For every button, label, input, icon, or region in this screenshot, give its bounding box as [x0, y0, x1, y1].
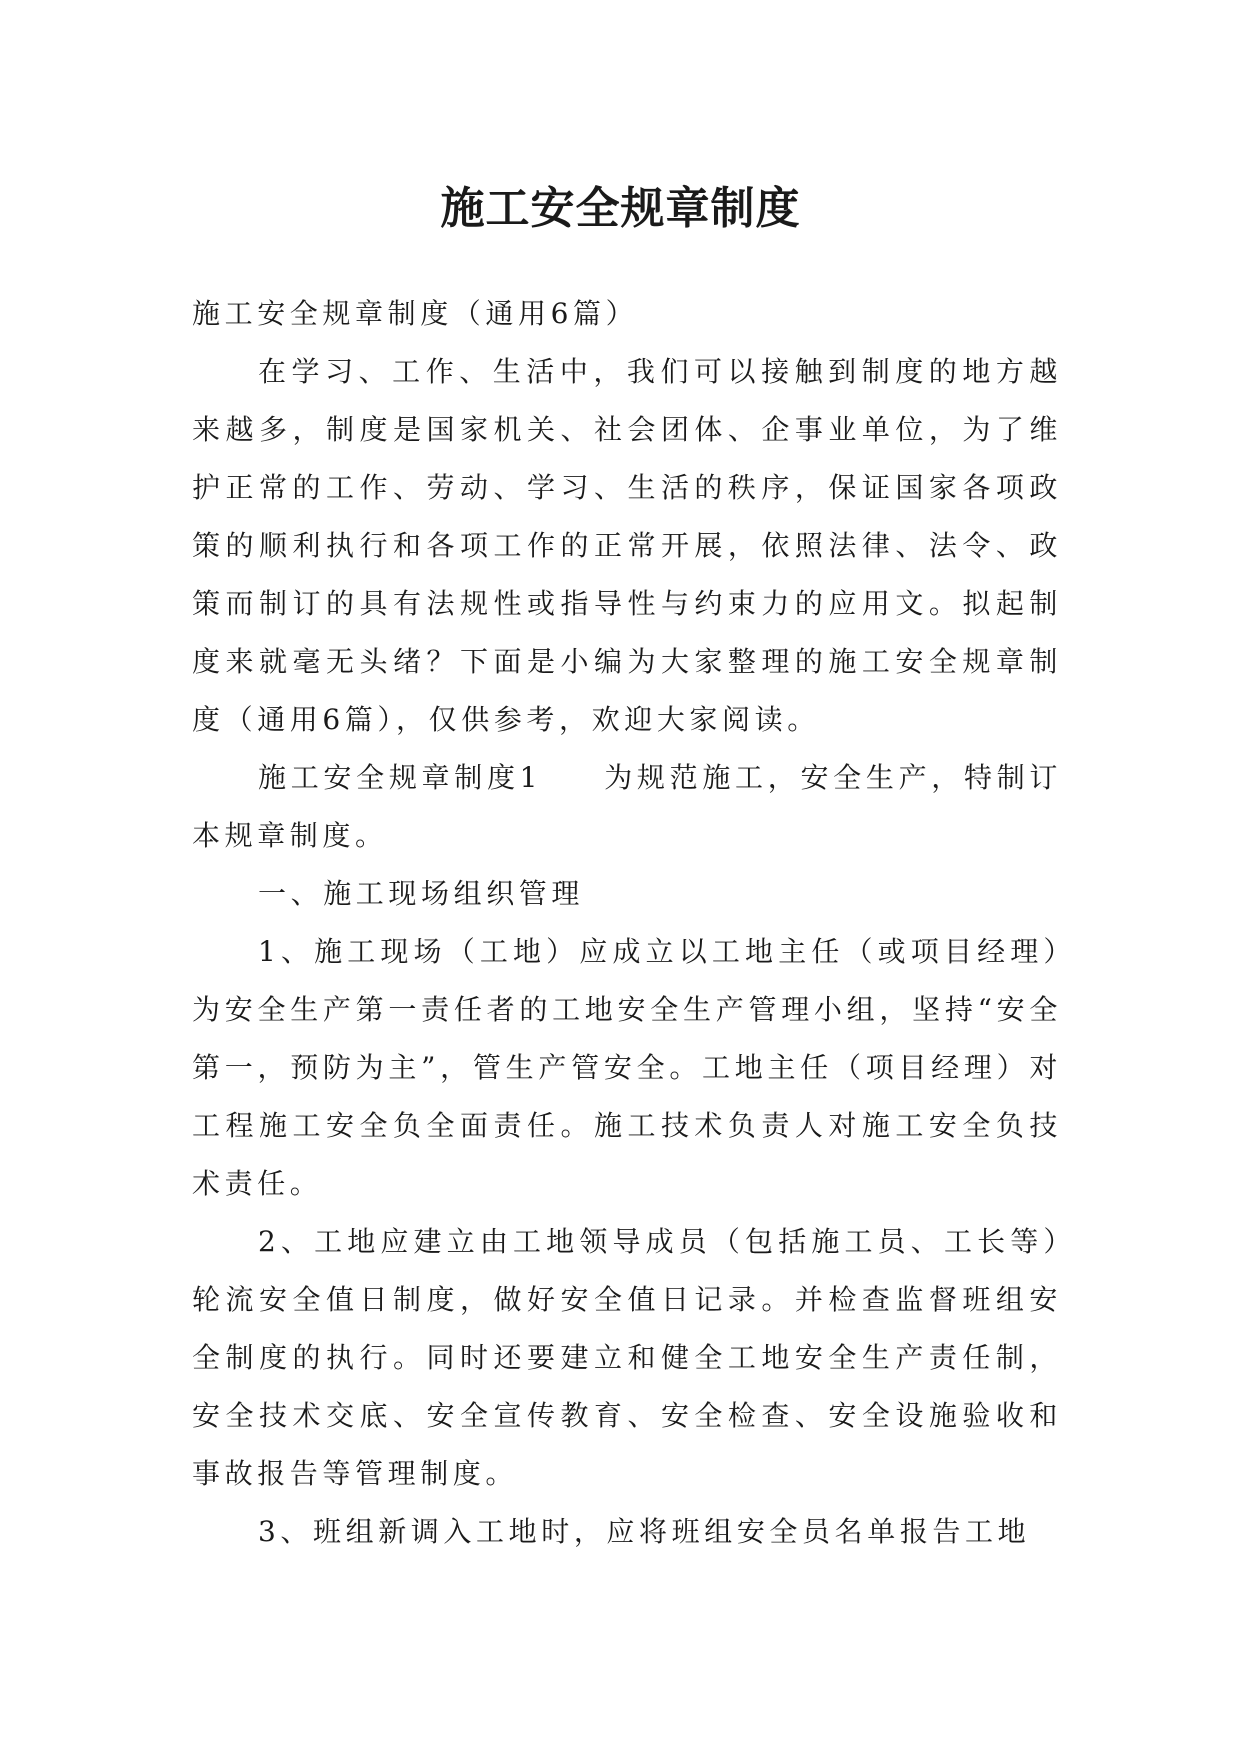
section-1-heading: 施工安全规章制度1 [258, 761, 543, 794]
intro-paragraph: 在学习、工作、生活中，我们可以接触到制度的地方越来越多，制度是国家机关、社会团体、企事业单位，为了维护正常的工作、劳动、学习、生活的秩序，保证国家各项政策的顺利执行和各项工作的正常开展，依照法律、法令、政策而制订的具有法规性或指导性与约束力的应用文。拟起制度来就毫无头绪？下面是小编为大家整理的施工安全规章制度（通用6篇），仅供参考，欢迎大家阅读。 [192, 355, 1062, 736]
list-item: 1、施工现场（工地）应成立以工地主任（或项目经理）为安全生产第一责任者的工地安全生产管理小组，坚持“安全第一，预防为主”，管生产管安全。工地主任（项目经理）对工程施工安全负全面责任。施工技术负责人对施工安全负技术责任。 [192, 935, 1062, 1200]
section-1-paragraph [192, 749, 1062, 865]
heading-organization: 一、施工现场组织管理 [258, 877, 585, 910]
document-title: 施工安全规章制度 [440, 183, 801, 235]
section-1-intro: 为规范施工，安全生产，特制订本规章制度。 [192, 761, 1063, 852]
list-item: 2、工地应建立由工地领导成员（包括施工员、工长等）轮流安全值日制度，做好安全值日记录。并检查监督班组安全制度的执行。同时还要建立和健全工地安全生产责任制，安全技术交底、安全宣传教育、安全检查、安全设施验收和事故报告等管理制度。 [192, 1225, 1062, 1490]
document-body [192, 285, 1062, 1561]
document-subtitle: 施工安全规章制度（通用6篇） [192, 297, 639, 330]
list-item: 3、班组新调入工地时，应将班组安全员名单报告工地 [258, 1515, 1031, 1548]
